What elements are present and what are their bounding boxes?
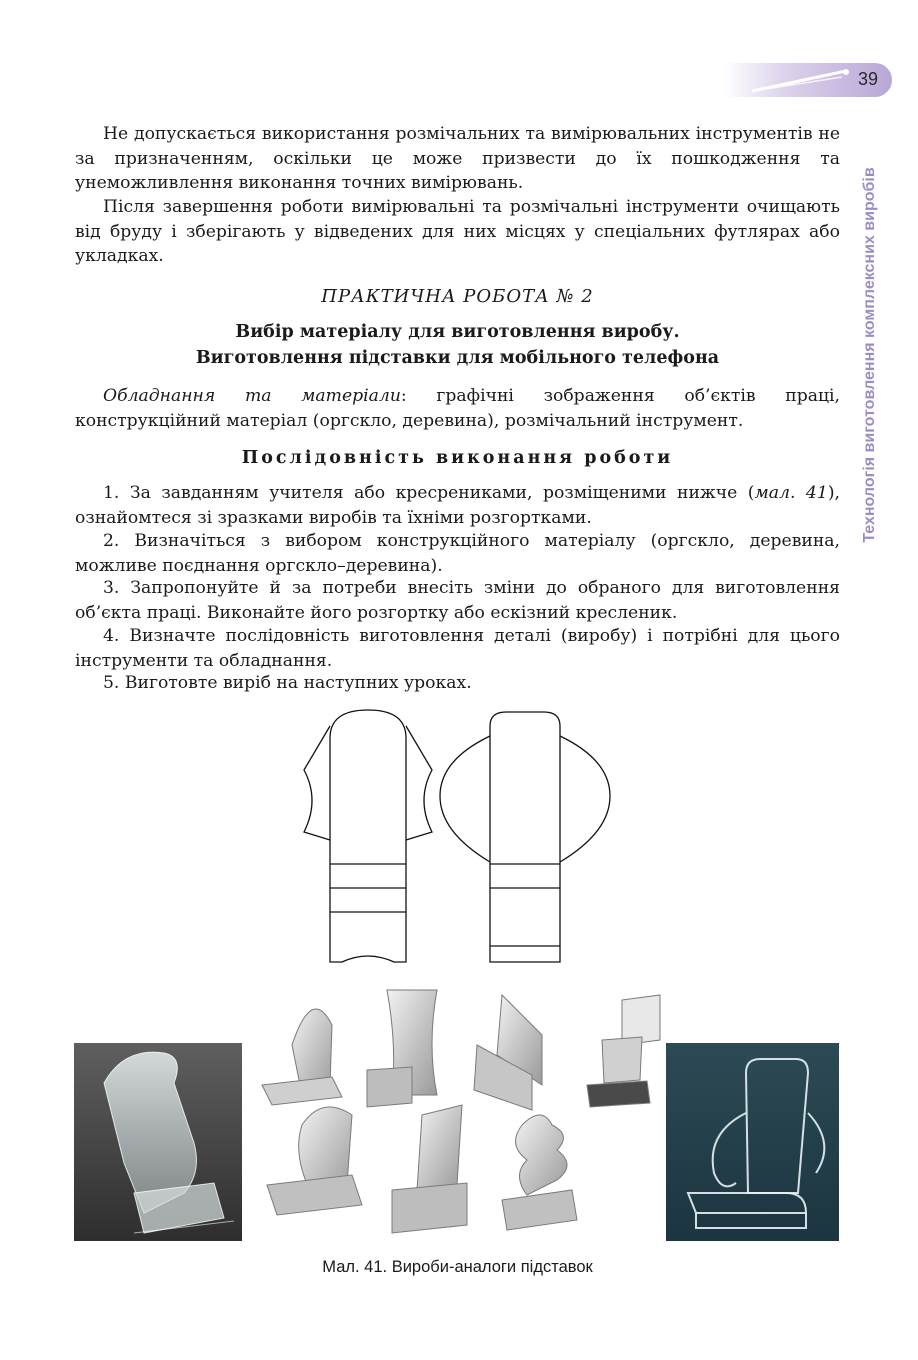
photo-stand-samples-group: [242, 985, 666, 1241]
sequence-heading: Послідовність виконання роботи: [241, 448, 674, 468]
figure-caption: Мал. 41. Вироби-аналоги підставок: [322, 1258, 593, 1276]
stand-samples-illustration: [242, 985, 666, 1241]
step-5: 5. Виготовте виріб на наступних уроках.: [103, 673, 472, 693]
photo-acrylic-stand-left: [74, 1043, 242, 1241]
step-3: 3. Запропонуйте й за потреби внесіть зміни до обраного для виготовлення об’єкта праці. Виконайте його розгортку або ескізний кресленик.: [75, 578, 840, 623]
step-2: 2. Визначіться з вибором конструкційного матеріалу (оргскло, деревина, можливе поєднання оргскло–деревина).: [75, 531, 840, 576]
equipment-label: Обладнання та матеріали: [103, 386, 401, 406]
acrylic-stand-teal-illustration: [666, 1043, 839, 1241]
paragraph-1: Не допускається використання розмічальних та вимірювальних інструментів не за призначенням, оскільки це може призвести до їх пошкодження та унеможливлення виконання точних вимірювань.: [75, 124, 840, 193]
step-1-text-b: ), ознайомтеся зі зразками виробів та їхніми розгортками.: [75, 483, 840, 528]
acrylic-stand-illustration: [74, 1043, 242, 1241]
equipment-paragraph: [75, 384, 840, 433]
step-1-text-a: 1. За завданням учителя або кресрениками, розміщеними нижче (: [103, 483, 755, 503]
side-title-text: Технологія виготовлення комплексних виробів: [861, 167, 878, 543]
page-number-tab: [724, 63, 892, 97]
figure-reference: мал. 41: [754, 483, 828, 503]
step-1: [75, 481, 840, 530]
phone-stand-pattern-drawing: [290, 700, 620, 972]
paragraph-2: Після завершення роботи вимірювальні та розмічальні інструменти очищають від бруду і зберігають у відведених для них місцях у спеціальних футлярах або укладках.: [75, 197, 840, 266]
equipment-text: : графічні зображення об’єктів праці, конструкційний матеріал (оргскло, деревина), розмічальний інструмент.: [75, 386, 840, 431]
step-4: 4. Визначте послідовність виготовлення деталі (виробу) і потрібні для цього інструменти та обладнання.: [75, 626, 840, 671]
practical-title: ПРАКТИЧНА РОБОТА № 2: [321, 286, 594, 307]
task-title-line-2: Виготовлення підставки для мобільного телефона: [195, 348, 720, 368]
task-title-line-1: Вибір матеріалу для виготовлення виробу.: [235, 322, 680, 342]
pen-icon: [746, 67, 856, 93]
photo-acrylic-stand-right: [666, 1043, 839, 1241]
side-running-title: [855, 120, 885, 590]
page-number: 39: [857, 69, 878, 89]
